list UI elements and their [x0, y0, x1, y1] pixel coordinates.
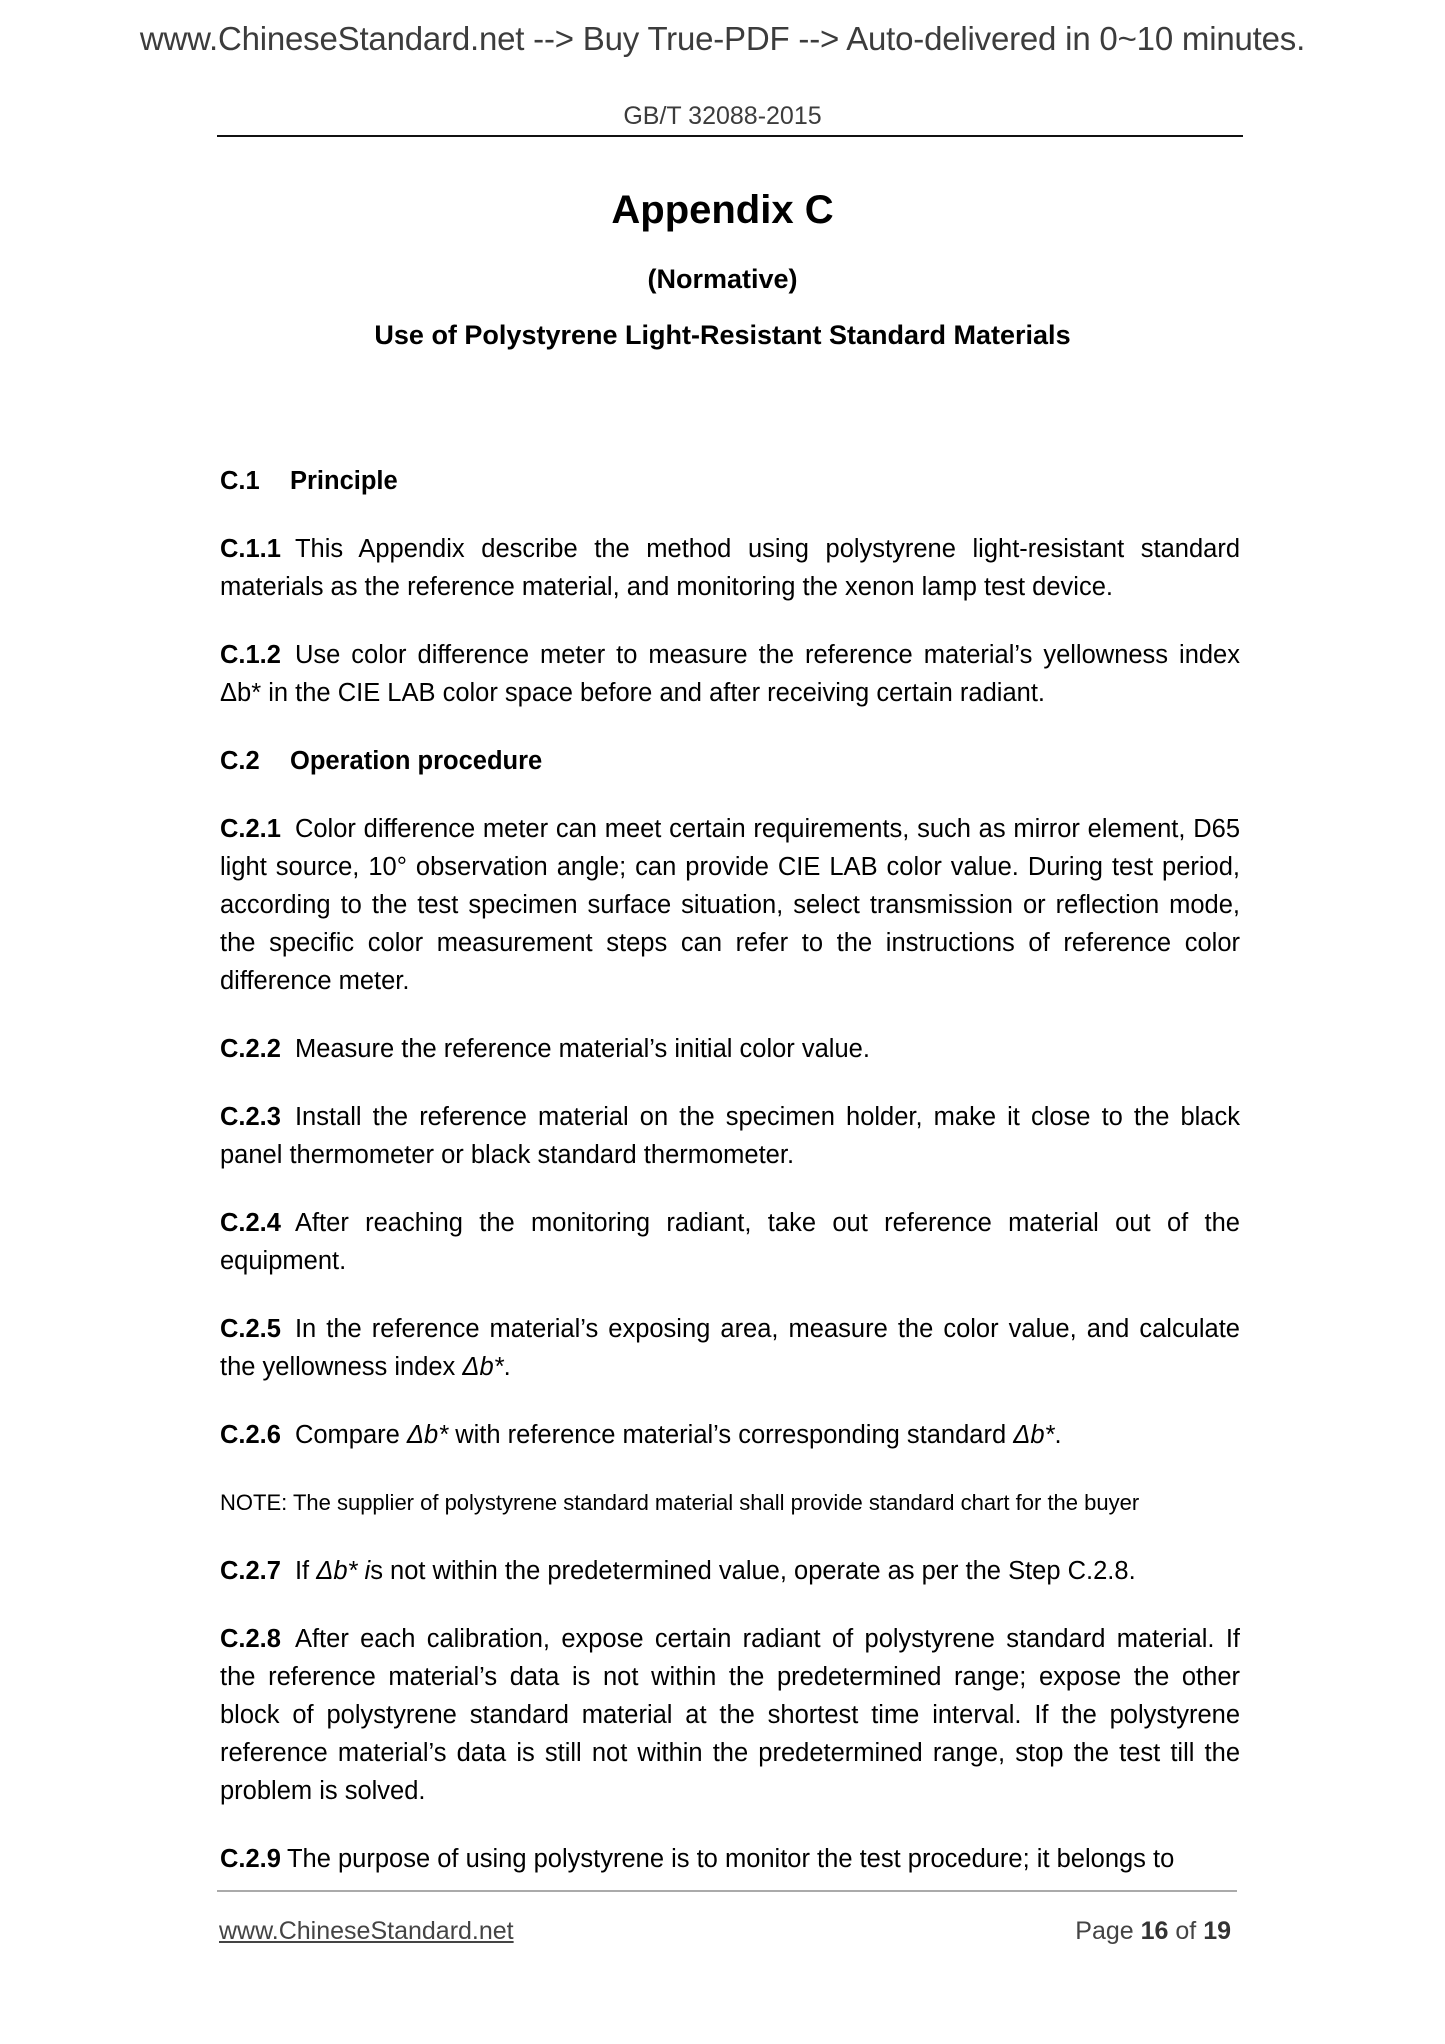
- note: NOTE: The supplier of polystyrene standard material shall provide standard chart for the buyer: [220, 1490, 1140, 1515]
- section-heading-c1: [220, 462, 1240, 500]
- clause-text: After reaching the monitoring radiant, take out reference material out of the equipment.: [220, 1209, 1240, 1275]
- clause-text: In the reference material’s exposing area, measure the color value, and calculate the yellowness index: [220, 1315, 1240, 1381]
- delta-b-symbol: Δb*: [462, 1353, 504, 1381]
- section-number: C.2: [220, 747, 260, 775]
- clause-label: C.1.2: [220, 641, 281, 669]
- clause-label: C.2.3: [220, 1103, 281, 1131]
- clause-label: C.2.6: [220, 1421, 281, 1449]
- section-number: C.1: [220, 467, 260, 495]
- clause-text: This Appendix describe the method using polystyrene light-resistant standard materials as the reference material, and monitoring the xenon lamp test device.: [220, 535, 1240, 601]
- footer-site-link[interactable]: www.ChineseStandard.net: [219, 1917, 514, 1945]
- clause-c2-7: [220, 1552, 1240, 1590]
- clause-text: Color difference meter can meet certain requirements, such as mirror element, D65 light source, 10° observation angle; can provide CIE LAB color value. During test period, according to the test specimen surface situation, select transmission or reflection mode, the specific color measurement steps can refer to the instructions of reference color difference meter.: [220, 815, 1240, 995]
- clause-label: C.2.5: [220, 1315, 281, 1343]
- clause-label: C.2.4: [220, 1209, 281, 1237]
- clause-text: Install the reference material on the specimen holder, make it close to the black panel thermometer or black standard thermometer.: [220, 1103, 1240, 1169]
- clause-c2-1: [220, 810, 1240, 1000]
- clause-c2-4: [220, 1204, 1240, 1280]
- document-subtitle: Use of Polystyrene Light-Resistant Standard Materials: [374, 320, 1071, 350]
- clause-text: Compare: [294, 1421, 407, 1449]
- clause-text: with reference material’s corresponding standard: [448, 1421, 1014, 1449]
- clause-c2-6: [220, 1416, 1240, 1454]
- header-banner: www.ChineseStandard.net --> Buy True-PDF --> Auto-delivered in 0~10 minutes.: [139, 20, 1306, 57]
- page-current: 16: [1140, 1917, 1169, 1945]
- clause-label: C.2.8: [220, 1625, 281, 1653]
- clause-text-end: .: [503, 1353, 511, 1381]
- clause-text: The purpose of using polystyrene is to monitor the test procedure; it belongs to: [286, 1845, 1175, 1873]
- clause-text: Measure the reference material’s initial color value.: [294, 1035, 870, 1063]
- clause-label: C.2.9: [220, 1845, 281, 1873]
- clause-label: C.2.2: [220, 1035, 281, 1063]
- clause-c2-5: [220, 1310, 1240, 1386]
- clause-text: If: [294, 1557, 317, 1585]
- clause-c2-9: [220, 1840, 1240, 1878]
- document-status: (Normative): [647, 264, 798, 294]
- document-body: [220, 462, 1240, 1908]
- clause-c1-2: [220, 636, 1240, 712]
- clause-text-end: .: [1054, 1421, 1062, 1449]
- clause-text: After each calibration, expose certain radiant of polystyrene standard material. If the reference material’s data is not within the predetermined range; expose the other block of polystyrene standard material at the shortest time interval. If the polystyrene reference material’s data is still not within the predetermined range, stop the test till the problem is solved.: [220, 1625, 1240, 1805]
- standard-code: GB/T 32088-2015: [623, 102, 822, 130]
- clause-c2-3: [220, 1098, 1240, 1174]
- delta-b-symbol: Δb*: [1013, 1421, 1055, 1449]
- delta-b-symbol: Δb*: [406, 1421, 449, 1449]
- footer-divider: [217, 1890, 1237, 1892]
- clause-c1-1: [220, 530, 1240, 606]
- clause-c2-8: [220, 1620, 1240, 1810]
- clause-label: C.2.7: [220, 1557, 281, 1585]
- section-title: Principle: [290, 467, 398, 495]
- page-indicator: [1075, 1917, 1231, 1946]
- page-total: 19: [1203, 1917, 1231, 1945]
- page-prefix: Page: [1075, 1917, 1141, 1945]
- clause-text: Use color difference meter to measure the reference material’s yellowness index Δb* in the CIE LAB color space before and after receiving certain radiant.: [220, 641, 1240, 707]
- section-title: Operation procedure: [290, 747, 543, 775]
- header-divider: [217, 135, 1243, 137]
- delta-b-symbol: Δb* i: [316, 1557, 371, 1585]
- clause-label: C.1.1: [220, 535, 281, 563]
- clause-c2-2: [220, 1030, 1240, 1068]
- clause-label: C.2.1: [220, 815, 281, 843]
- clause-text: s not within the predetermined value, operate as per the Step C.2.8.: [370, 1557, 1136, 1585]
- section-heading-c2: [220, 742, 1240, 780]
- page-title: Appendix C: [611, 188, 834, 232]
- page-of: of: [1168, 1917, 1204, 1945]
